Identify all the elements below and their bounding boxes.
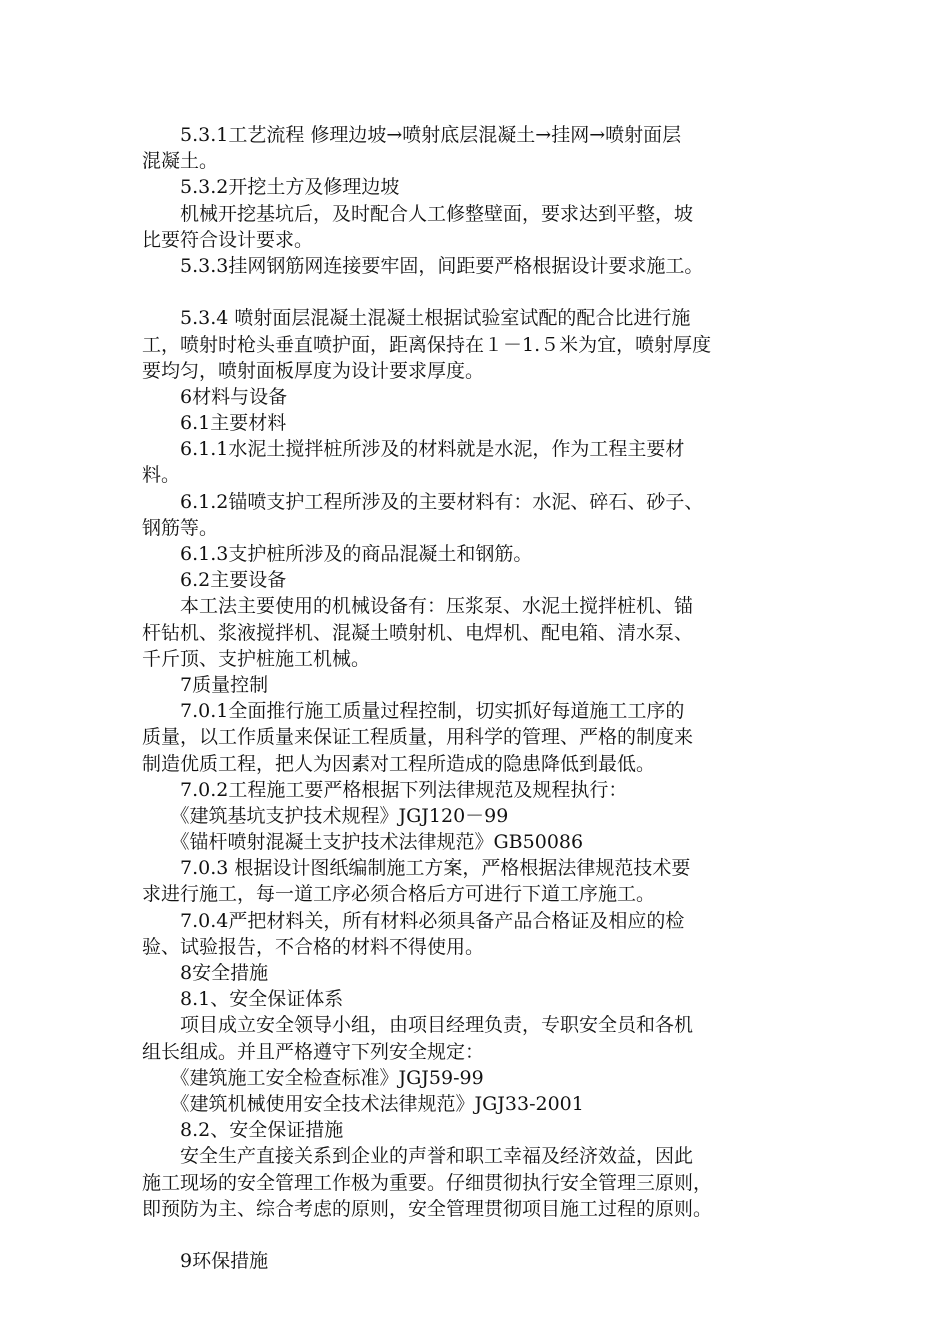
text-line: 安全生产直接关系到企业的声誉和职工幸福及经济效益，因此: [142, 1145, 694, 1168]
text-line: 6.1.1水泥土搅拌桩所涉及的材料就是水泥，作为工程主要材: [142, 438, 685, 461]
text-line: 施工现场的安全管理工作极为重要。仔细贯彻执行安全管理三原则，: [142, 1171, 713, 1194]
text-line: 要均匀，喷射面板厚度为设计要求厚度。: [142, 359, 485, 382]
text-line: 7.0.1全面推行施工质量过程控制，切实抓好每道施工工序的: [142, 700, 685, 723]
text-line: 项目成立安全领导小组，由项目经理负责，专职安全员和各机: [142, 1014, 694, 1037]
text-line: 组长组成。并且严格遵守下列安全规定：: [142, 1040, 485, 1063]
text-line: 本工法主要使用的机械设备有：压浆泵、水泥土搅拌桩机、锚: [142, 595, 694, 618]
blank-line: [142, 1222, 810, 1248]
standard-reference: 《锚杆喷射混凝土支护技术法律规范》GB50086: [142, 831, 584, 854]
standard-reference: 《建筑基坑支护技术规程》JGJ120－99: [142, 804, 509, 827]
text-line: 7.0.2工程施工要严格根据下列法律规范及规程执行：: [142, 778, 628, 801]
text-line: 杆钻机、浆液搅拌机、混凝土喷射机、电焊机、配电箱、清水泵、: [142, 621, 694, 644]
text-line: 7.0.3 根据设计图纸编制施工方案，严格根据法律规范技术要: [142, 857, 691, 880]
text-line: 6.1.3支护桩所涉及的商品混凝土和钢筋。: [142, 543, 533, 565]
text-line: 即预防为主、综合考虑的原则，安全管理贯彻项目施工过程的原则。: [142, 1197, 713, 1220]
text-line: 千斤顶、支护桩施工机械。: [142, 647, 371, 670]
text-line: 工，喷射时枪头垂直喷护面，距离保持在１－1.５米为宜，喷射厚度: [142, 333, 712, 356]
text-line: 混凝土。: [142, 150, 219, 173]
text-line: 机械开挖基坑后，及时配合人工修整壁面，要求达到平整，坡: [142, 202, 694, 225]
text-line: 钢筋等。: [142, 516, 219, 539]
text-line: 5.3.2开挖土方及修理边坡: [142, 176, 400, 199]
text-line: 6.1.2锚喷支护工程所涉及的主要材料有：水泥、碎石、砂子、: [142, 490, 704, 513]
text-line: 制造优质工程，把人为因素对工程所造成的隐患降低到最低。: [142, 752, 656, 775]
text-line: 5.3.1工艺流程 修理边坡→喷射底层混凝土→挂网→喷射面层: [142, 124, 682, 146]
subsection-heading: 8.1、安全保证体系: [142, 988, 344, 1011]
text-line: 比要符合设计要求。: [142, 228, 314, 251]
blank-line: [142, 279, 810, 305]
subsection-heading: 6.2主要设备: [142, 569, 287, 592]
text-line: 验、试验报告，不合格的材料不得使用。: [142, 935, 485, 958]
text-line: 5.3.3挂网钢筋网连接要牢固，间距要严格根据设计要求施工。: [142, 254, 704, 277]
text-line: 7.0.4严把材料关，所有材料必须具备产品合格证及相应的检: [142, 909, 685, 932]
text-line: 料。: [142, 464, 181, 487]
section-heading: 9环保措施: [142, 1250, 269, 1273]
standard-reference: 《建筑机械使用安全技术法律规范》JGJ33-2001: [142, 1092, 584, 1115]
section-heading: 8安全措施: [142, 962, 269, 984]
document-page: [142, 122, 810, 1274]
standard-reference: 《建筑施工安全检查标准》JGJ59-99: [142, 1066, 484, 1089]
subsection-heading: 6.1主要材料: [142, 412, 287, 435]
subsection-heading: 8.2、安全保证措施: [142, 1119, 344, 1142]
section-heading: 6材料与设备: [142, 385, 288, 408]
text-line: 5.3.4 喷射面层混凝土混凝土根据试验室试配的配合比进行施: [142, 307, 691, 330]
section-heading: 7质量控制: [142, 673, 269, 696]
text-line: 求进行施工，每一道工序必须合格后方可进行下道工序施工。: [142, 883, 656, 906]
text-line: 质量，以工作质量来保证工程质量，用科学的管理、严格的制度来: [142, 726, 694, 749]
